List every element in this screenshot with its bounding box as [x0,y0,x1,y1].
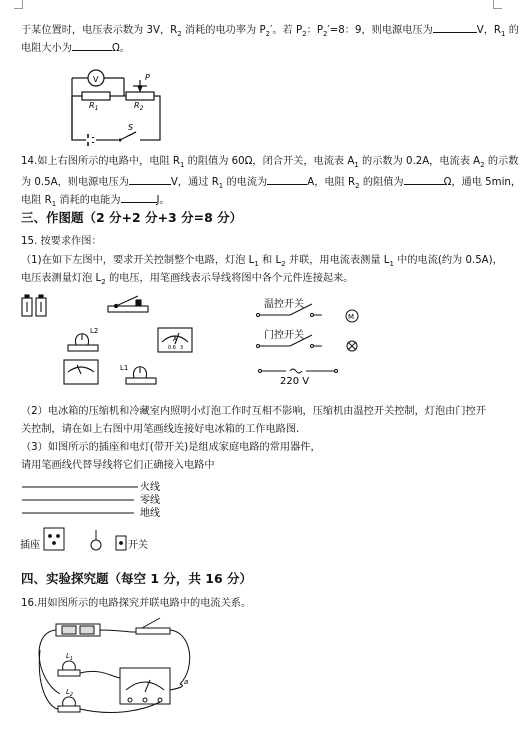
motor-label: M [348,313,355,321]
socket-label: 插座 [20,540,40,551]
switch-s-label: S [128,123,134,132]
bulb-l1-icon [58,661,80,676]
q15-part1-line-1: （1)在如下左图中，要求开关控制整个电路，灯泡 $L_1$ 和 $L_2$ 并联，用电流表测量 $L_1$ 中的电流(约为 0.5A)， [21,255,503,269]
q14-line-1: 14.如上右图所示的电路中，电阻 $R_1$ 的阻值为 60Ω，闭合开关，电流表 $A_1$ 的示数为 0.2A，电流表 $A_2$ 的示数 [21,156,519,170]
ammeter-label: A [173,336,178,343]
q14-line-3: 电阻 $R_1$ 消耗的电能为 J。 [21,192,170,211]
q15-intro: 15. 按要求作图： [21,236,102,247]
ammeter-scale-2: 3 [180,345,184,351]
q15-part3-line-1: （3）如图所示的插座和电灯(带开关)是组成家庭电路的常用器件， [21,442,321,453]
voltmeter-label: V [93,75,99,84]
battery-holder-icon [56,624,100,636]
terminal-a-label: a [184,678,189,686]
section-4-heading: 四、实验探究题（每空 1 分，共 16 分） [21,571,253,586]
lab-l2-label: $L_2$ [66,688,74,698]
bulb-l2-icon [58,697,80,712]
temp-switch-label: 温控开关 [264,299,304,310]
q15-part1-line-2: 电压表测量灯泡 $L_2$ 的电压，用笔画线表示导线将图中各个元件连接起来。 [21,273,354,287]
switch-label: 开关 [128,540,148,551]
lab-l1-label: $L_1$ [66,652,74,662]
q13-line-2: 电阻大小为 Ω。 [21,40,130,56]
ground-wire-label: 地线 [140,508,160,519]
r1-label: $R_1$ [89,101,99,112]
bulb-l2-label: L2 [90,327,99,335]
live-wire-label: 火线 [140,482,160,493]
slider-p-label: P [145,73,150,82]
switch-icon [136,618,170,634]
ammeter-scale-1: 0.6 [168,345,176,351]
r2-label: $R_2$ [134,101,144,112]
neutral-wire-label: 零线 [140,495,160,506]
bulb-l1-label: L1 [120,364,129,372]
q15-part3-line-2: 请用笔画线代替导线将它们正确接入电路中 [21,460,215,471]
q14-line-2: 为 0.5A，则电源电压为 V，通过 $R_1$ 的电流为 A，电阻 $R_2$ 的阻值为 Ω，通电 5min， [21,174,521,193]
voltage-label: 220 V [280,376,310,387]
ammeter-icon [120,668,170,704]
q15-part2-line-2: 关控制，请在如上右图中用笔画线连接好电冰箱的工作电路图. [21,424,300,435]
door-switch-label: 门控开关 [264,330,304,341]
q13-line-1: 于某位置时，电压表示数为 3V，$R_2$ 消耗的电功率为 $P_2'$。若 $P_2$：$P_2'=8$：9，则电源电压为 V，$R_1$ 的 [21,22,519,41]
q16-text: 16.用如图所示的电路探究并联电路中的电流关系。 [21,598,252,609]
q15-part2-line-1: （2）电冰箱的压缩机和冷藏室内照明小灯泡工作时互相不影响，压缩机由温控开关控制，灯泡由门控开 [21,406,486,417]
section-3-heading: 三、作图题（2 分+2 分+3 分=8 分） [21,210,243,225]
